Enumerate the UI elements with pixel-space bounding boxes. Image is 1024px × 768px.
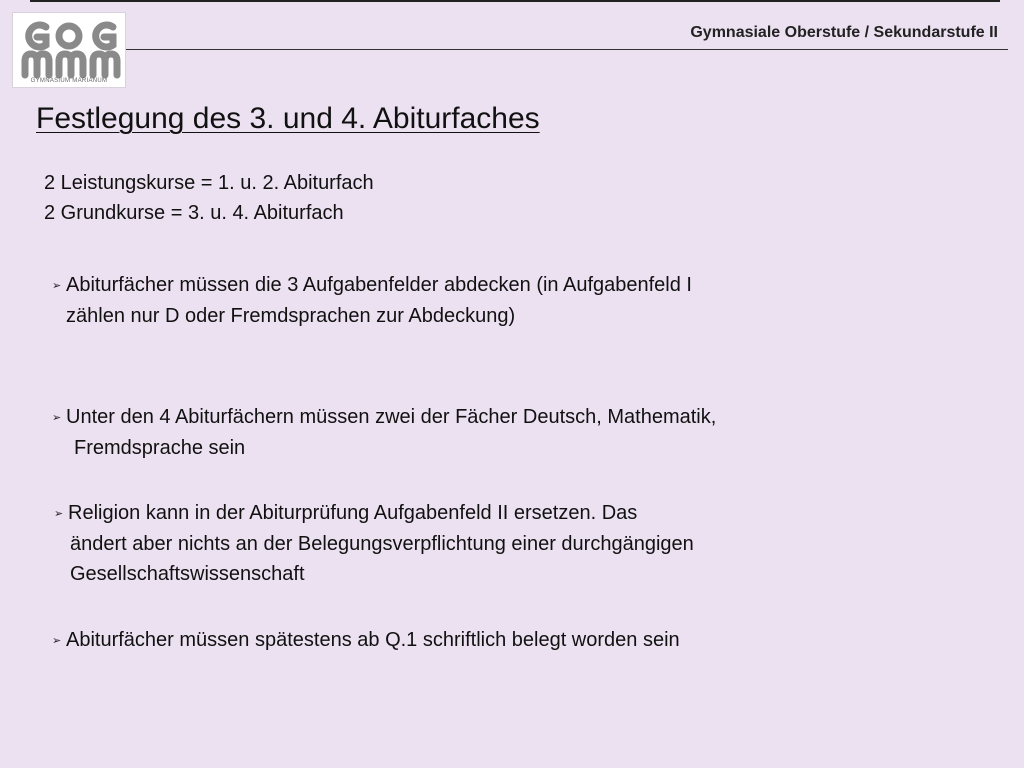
bullet-line: Gesellschaftswissenschaft — [70, 563, 305, 585]
bullet-line: Fremdsprache sein — [74, 437, 246, 459]
bullet-text: Unter den 4 Abiturfächern müssen zwei der Fächer Deutsch, Mathematik, — [66, 406, 717, 428]
gmm-logo-icon — [13, 13, 125, 87]
bullet-line — [52, 270, 692, 301]
bullet-aufgabenfelder — [52, 270, 692, 331]
bullet-text: Abiturfächer müssen die 3 Aufgabenfelder abdecken (in Aufgabenfeld I — [66, 274, 692, 296]
bullet-line — [52, 625, 680, 656]
arrowhead-bullet-icon: ➢ — [54, 508, 64, 520]
bullet-line: zählen nur D oder Fremdsprachen zur Abdeckung) — [66, 305, 516, 327]
bullet-line: ändert aber nichts an der Belegungsverpflichtung einer durchgängigen — [70, 533, 694, 555]
bullet-line — [54, 498, 694, 529]
bullet-line — [52, 402, 716, 433]
school-logo — [12, 12, 126, 88]
header-divider — [126, 49, 1008, 50]
intro-line-leistungskurse: 2 Leistungskurse = 1. u. 2. Abiturfach — [44, 172, 374, 194]
page-title: Festlegung des 3. und 4. Abiturfaches — [36, 102, 540, 135]
arrowhead-bullet-icon: ➢ — [52, 412, 62, 424]
top-divider — [30, 0, 1000, 2]
arrowhead-bullet-icon: ➢ — [52, 280, 62, 292]
bullet-pflichtfaecher — [52, 402, 716, 463]
intro-line-grundkurse: 2 Grundkurse = 3. u. 4. Abiturfach — [44, 202, 344, 224]
header-title: Gymnasiale Oberstufe / Sekundarstufe II — [690, 24, 998, 41]
bullet-text: Religion kann in der Abiturprüfung Aufgabenfeld II ersetzen. Das — [68, 502, 638, 524]
bullet-text: Abiturfächer müssen spätestens ab Q.1 schriftlich belegt worden sein — [66, 629, 680, 651]
bullet-religion — [54, 498, 694, 589]
bullet-schriftlich — [52, 625, 680, 656]
arrowhead-bullet-icon: ➢ — [52, 635, 62, 647]
logo-caption: GYMNASIUM MARIANUM — [30, 78, 108, 84]
